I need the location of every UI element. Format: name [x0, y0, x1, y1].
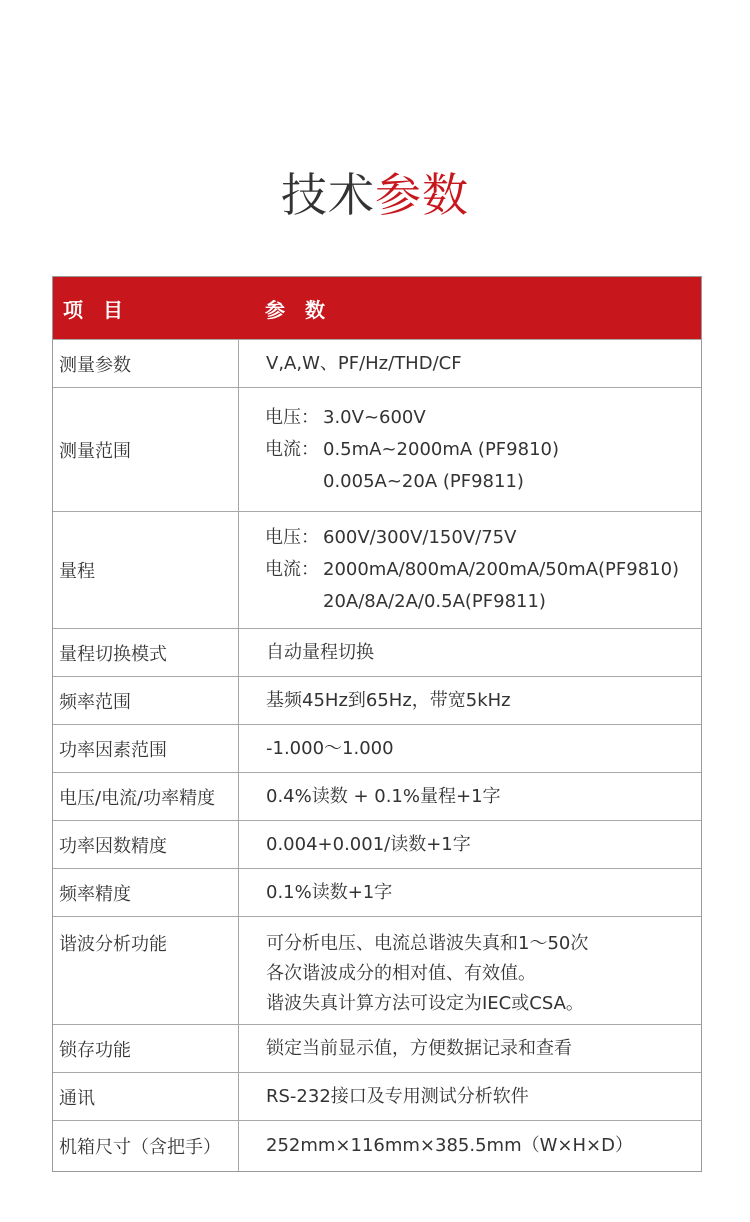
title-main: 技术 — [281, 168, 375, 222]
page-title — [0, 165, 750, 225]
table-row — [53, 724, 701, 772]
row-value — [239, 821, 701, 868]
row-value — [239, 629, 701, 676]
voltage-key: 电压： — [265, 527, 319, 548]
current-line — [265, 554, 701, 586]
row-value — [239, 725, 701, 772]
table-row — [53, 820, 701, 868]
row-item: 功率因数精度 — [53, 821, 239, 868]
table-row — [53, 868, 701, 916]
spec-table — [52, 276, 702, 1172]
row-item: 功率因素范围 — [53, 725, 239, 772]
value-line: V,A,W、PF/Hz/THD/CF — [266, 352, 462, 374]
table-row — [53, 628, 701, 676]
row-item: 锁存功能 — [53, 1025, 239, 1072]
value-line: RS-232接口及专用测试分析软件 — [266, 1085, 529, 1107]
table-row — [53, 339, 701, 387]
current-value-2: 0.005A~20A (PF9811) — [323, 470, 524, 492]
table-row — [53, 772, 701, 820]
value-line: 0.004+0.001/读数+1字 — [266, 833, 471, 855]
current-key: 电流： — [265, 438, 319, 460]
row-item: 通讯 — [53, 1073, 239, 1120]
value-line: 各次谐波成分的相对值、有效值。 — [266, 963, 536, 984]
table-row — [53, 916, 701, 1024]
table-row — [53, 1024, 701, 1072]
voltage-value: 600V/300V/150V/75V — [323, 527, 517, 548]
header-item: 项 目 — [63, 297, 123, 322]
value-line: 252mm×116mm×385.5mm（W×H×D） — [266, 1135, 633, 1156]
current-value: 0.5mA~2000mA (PF9810) — [323, 438, 559, 460]
row-value — [239, 388, 701, 511]
value-line: 谐波失真计算方法可设定为IEC或CSA。 — [266, 993, 584, 1014]
current-value-2: 20A/8A/2A/0.5A(PF9811) — [323, 591, 546, 612]
row-value — [239, 773, 701, 820]
row-value — [239, 1073, 701, 1120]
value-line: 基频45Hz到65Hz，带宽5kHz — [266, 689, 511, 711]
table-row — [53, 676, 701, 724]
row-value — [239, 1025, 701, 1072]
current-value: 2000mA/800mA/200mA/50mA(PF9810) — [323, 559, 680, 580]
table-row — [53, 1120, 701, 1171]
row-item: 量程切换模式 — [53, 629, 239, 676]
row-item: 电压/电流/功率精度 — [53, 773, 239, 820]
row-value — [239, 512, 701, 628]
header-param: 参 数 — [265, 297, 325, 322]
value-line: 自动量程切换 — [266, 641, 374, 663]
value-line: 0.4%读数 + 0.1%量程+1字 — [266, 785, 501, 807]
row-value — [239, 1121, 701, 1171]
voltage-line — [265, 402, 701, 434]
row-value — [239, 917, 701, 1024]
row-item: 测量范围 — [53, 388, 239, 511]
row-value — [239, 340, 701, 387]
voltage-key: 电压： — [265, 406, 319, 428]
current-line — [265, 434, 701, 466]
row-item: 谐波分析功能 — [53, 917, 239, 1024]
value-line: -1.000〜1.000 — [266, 737, 394, 759]
row-item: 量程 — [53, 512, 239, 628]
table-row — [53, 511, 701, 628]
row-value — [239, 869, 701, 916]
row-item: 频率精度 — [53, 869, 239, 916]
value-line: 0.1%读数+1字 — [266, 881, 393, 903]
table-row — [53, 387, 701, 511]
current-key: 电流： — [265, 559, 319, 580]
value-line: 锁定当前显示值，方便数据记录和查看 — [266, 1037, 572, 1059]
voltage-value: 3.0V~600V — [323, 406, 426, 428]
row-item: 机箱尺寸（含把手） — [53, 1121, 239, 1171]
table-row — [53, 1072, 701, 1120]
value-line: 可分析电压、电流总谐波失真和1〜50次 — [266, 933, 589, 954]
row-item: 频率范围 — [53, 677, 239, 724]
title-accent: 参数 — [375, 168, 469, 222]
row-item: 测量参数 — [53, 340, 239, 387]
row-value — [239, 677, 701, 724]
voltage-line — [265, 522, 701, 554]
table-header — [53, 277, 701, 339]
